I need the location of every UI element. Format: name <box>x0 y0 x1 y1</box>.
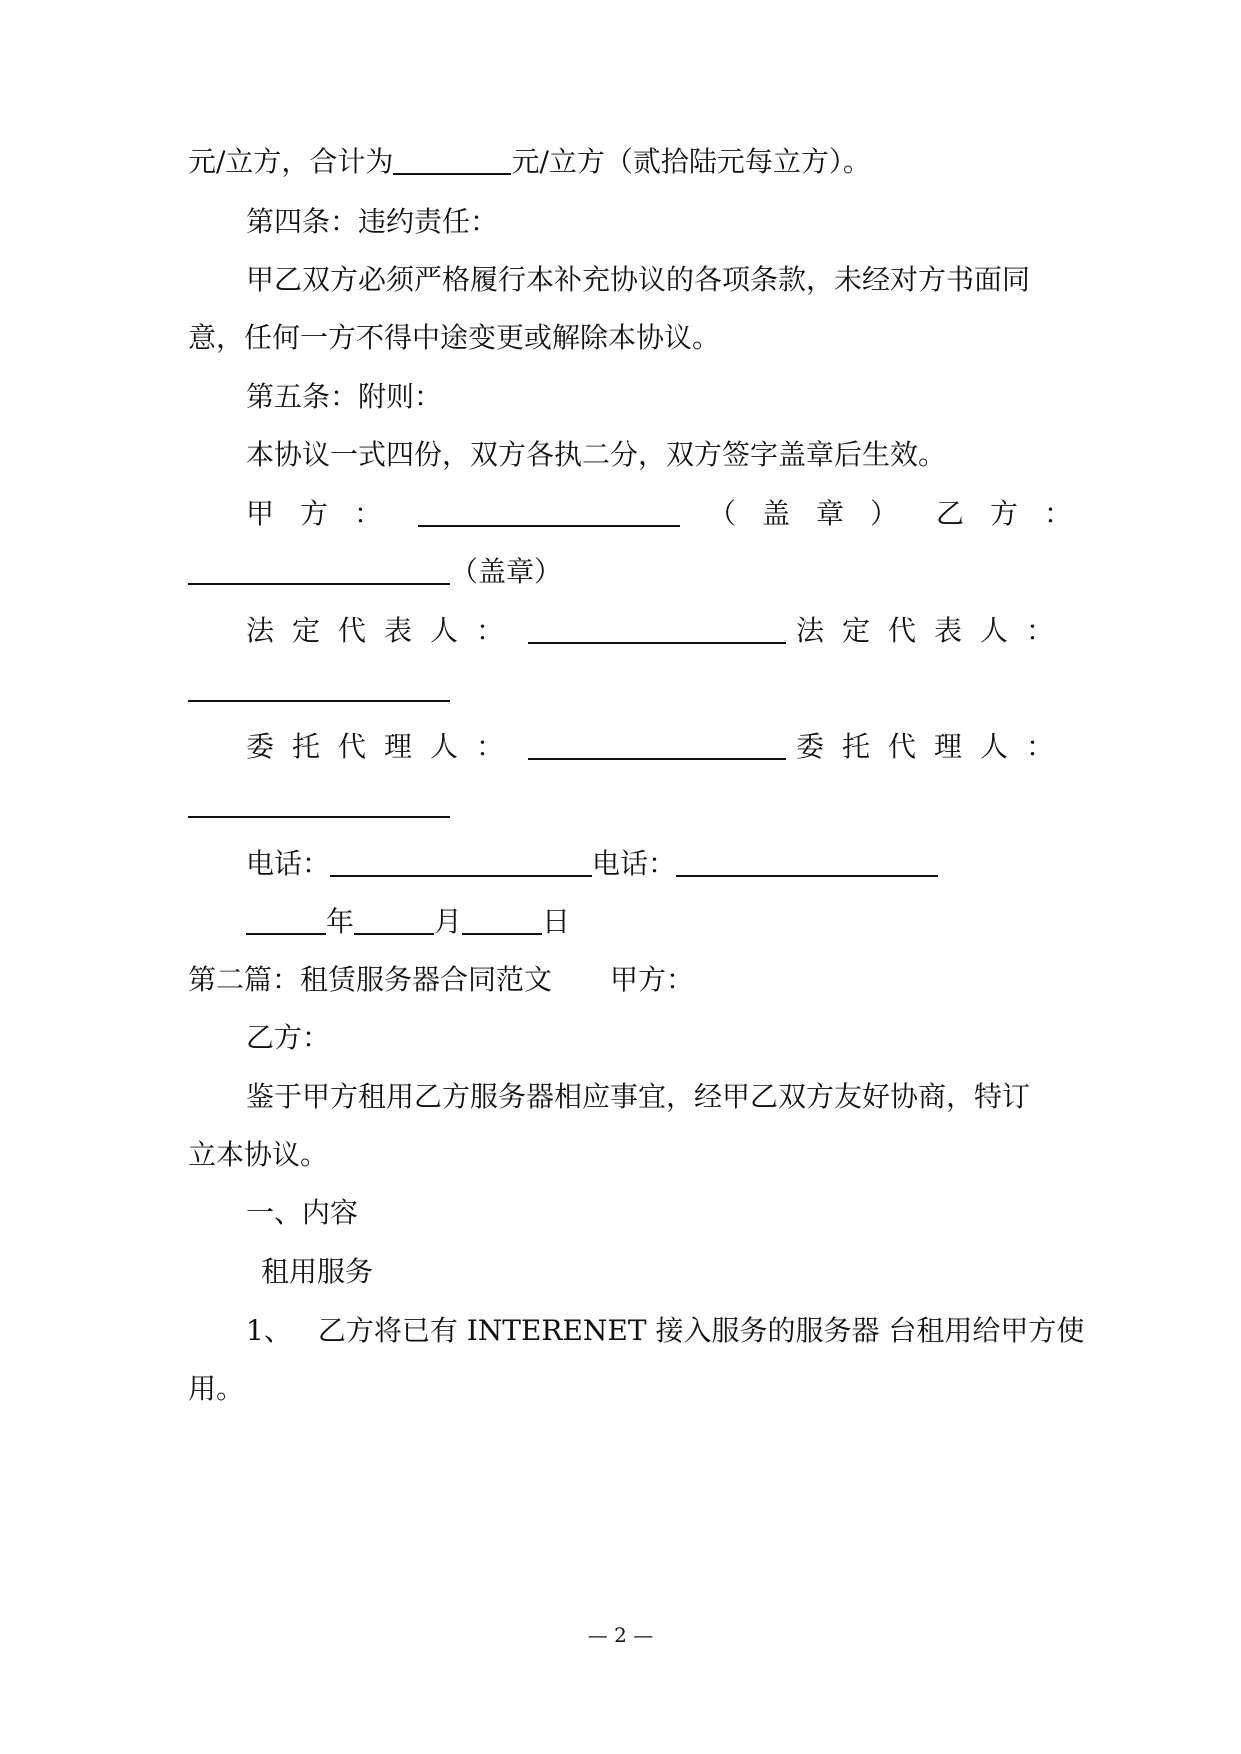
price-text-b: 元/立方（贰拾陆元每立方）。 <box>511 145 871 178</box>
item-1-continued: 用。 <box>188 1372 245 1405</box>
party-b-label: 乙方： <box>936 497 1099 530</box>
party-a-label: 甲方： <box>246 497 409 530</box>
agent-b-blank[interactable] <box>188 786 450 818</box>
legal-rep-b-label: 法定代表人： <box>796 614 1073 647</box>
article-5-text: 本协议一式四份，双方各执二分，双方签字盖章后生效。 <box>246 438 947 471</box>
seal-label-2: （盖章） <box>450 555 563 588</box>
heading-rental-service: 租用服务 <box>261 1255 374 1288</box>
phone-a-blank[interactable] <box>330 845 592 877</box>
item-1-number: 1、 <box>246 1314 292 1347</box>
page-number: — 2 — <box>587 1623 654 1647</box>
heading-content: 一、内容 <box>246 1196 359 1229</box>
party-b-blank[interactable] <box>188 553 450 585</box>
price-text-a: 元/立方，合计为 <box>188 145 394 178</box>
total-price-blank[interactable] <box>393 143 511 175</box>
article-4-text-2: 意，任何一方不得中途变更或解除本协议。 <box>188 321 721 354</box>
phone-a-label: 电话： <box>246 847 331 880</box>
article-4-text-1: 甲乙双方必须严格履行本补充协议的各项条款，未经对方书面同 <box>246 263 1031 296</box>
section-2-title: 第二篇：租赁服务器合同范文 <box>188 963 553 996</box>
party-a-line <box>246 494 1099 534</box>
party-b-line <box>188 552 1068 592</box>
year-blank[interactable] <box>246 903 326 935</box>
month-label: 月 <box>434 905 463 938</box>
item-1 <box>246 1311 1085 1351</box>
legal-rep-b-blank[interactable] <box>188 670 450 702</box>
section-2-intro-2: 立本协议。 <box>188 1138 329 1171</box>
legal-rep-a-blank[interactable] <box>528 612 786 644</box>
legal-rep-b-line <box>188 669 1068 709</box>
legal-rep-line <box>246 611 1073 651</box>
section-2-heading <box>188 960 1068 1000</box>
year-label: 年 <box>326 905 355 938</box>
section-2-party-b: 乙方： <box>246 1021 331 1054</box>
date-line <box>246 902 1068 942</box>
day-blank[interactable] <box>462 903 542 935</box>
month-blank[interactable] <box>354 903 434 935</box>
agent-a-blank[interactable] <box>528 728 786 760</box>
section-2-party-a: 甲方： <box>610 963 695 996</box>
agent-a-label: 委托代理人： <box>246 730 523 763</box>
seal-label: （盖章） <box>708 497 925 530</box>
agent-line <box>246 727 1073 767</box>
article-5-title: 第五条：附则： <box>246 380 443 413</box>
legal-rep-a-label: 法定代表人： <box>246 614 523 647</box>
item-1-text: 乙方将已有 INTERENET 接入服务的服务器 台租用给甲方使 <box>317 1314 1085 1347</box>
agent-b-line <box>188 785 1068 825</box>
phone-b-label: 电话： <box>592 847 677 880</box>
phone-b-blank[interactable] <box>676 845 938 877</box>
price-line <box>188 142 1068 182</box>
agent-b-label: 委托代理人： <box>796 730 1073 763</box>
party-a-blank[interactable] <box>418 495 680 527</box>
phone-line <box>246 844 1068 884</box>
article-4-title: 第四条：违约责任： <box>246 205 499 238</box>
section-2-intro-1: 鉴于甲方租用乙方服务器相应事宜，经甲乙双方友好协商，特订 <box>246 1080 1031 1113</box>
day-label: 日 <box>542 905 571 938</box>
